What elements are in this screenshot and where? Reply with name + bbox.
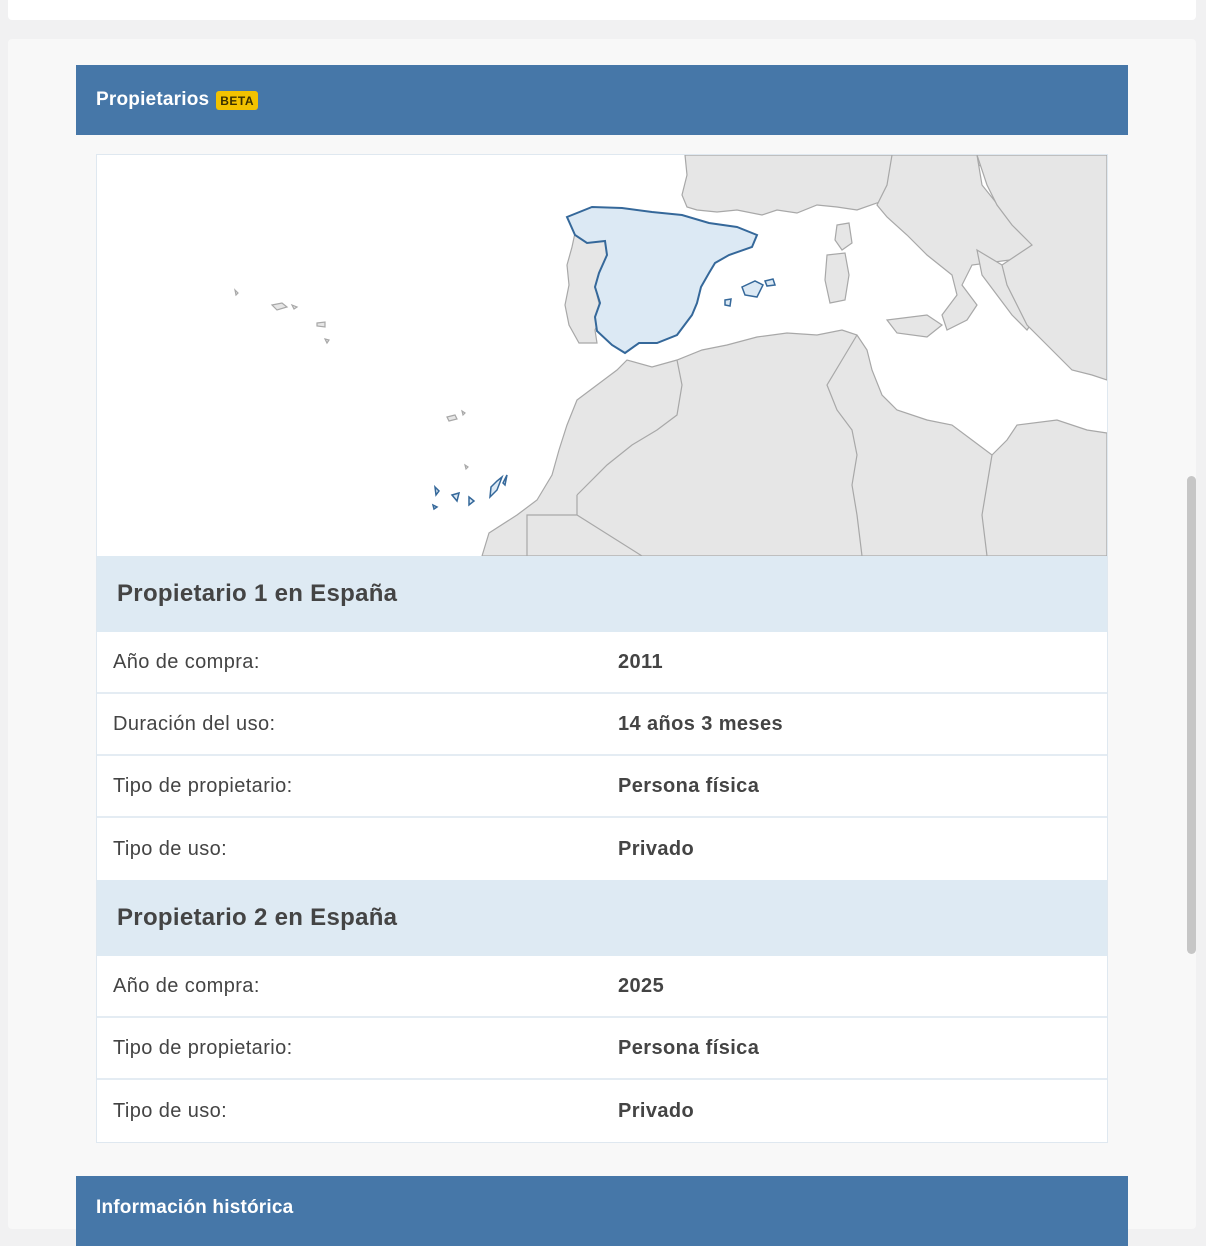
owner-1-heading: Propietario 1 en España (97, 556, 1107, 632)
owner-2-heading: Propietario 2 en España (97, 880, 1107, 956)
owner-2-row-owner-type (97, 1018, 1107, 1080)
row-label: Año de compra: (113, 974, 260, 997)
row-label: Tipo de uso: (113, 1099, 228, 1122)
row-label: Tipo de uso: (113, 837, 228, 860)
map-balearic-ibiza (725, 299, 731, 306)
beta-badge: BETA (216, 91, 258, 110)
map-sardinia (825, 253, 849, 303)
owner-1-row-usage-duration (97, 694, 1107, 756)
row-value: 2025 (618, 974, 665, 997)
owners-panel (96, 154, 1108, 1143)
map-sicily (887, 315, 942, 337)
previous-card (8, 0, 1196, 20)
map-north-africa (482, 330, 1107, 556)
owner-2-row-purchase-year (97, 956, 1107, 1018)
map-balearic-menorca (765, 279, 775, 286)
map-balearic-mallorca (742, 281, 763, 297)
row-value: Privado (618, 1099, 695, 1122)
map-corsica (835, 223, 852, 250)
history-section-header[interactable] (76, 1176, 1128, 1246)
ownership-map (97, 155, 1107, 556)
map-canary-islands (433, 475, 507, 509)
row-label: Duración del uso: (113, 712, 276, 735)
row-value: 14 años 3 meses (618, 712, 783, 735)
row-value: Persona física (618, 774, 760, 797)
row-label: Año de compra: (113, 650, 260, 673)
owners-section-header (76, 65, 1128, 135)
map-madeira (447, 411, 468, 469)
owner-1-row-owner-type (97, 756, 1107, 818)
map-svg (97, 155, 1107, 556)
page-scrollbar[interactable] (1187, 476, 1196, 954)
row-value: Persona física (618, 1036, 760, 1059)
map-azores (235, 290, 329, 343)
row-value: 2011 (618, 650, 663, 673)
row-value: Privado (618, 837, 695, 860)
row-label: Tipo de propietario: (113, 1036, 293, 1059)
owner-1-row-usage-type (97, 818, 1107, 880)
row-label: Tipo de propietario: (113, 774, 293, 797)
owner-2-row-usage-type (97, 1080, 1107, 1142)
history-section-title: Información histórica (96, 1197, 294, 1218)
owner-1-row-purchase-year (97, 632, 1107, 694)
owners-section-title: Propietarios (96, 89, 210, 110)
